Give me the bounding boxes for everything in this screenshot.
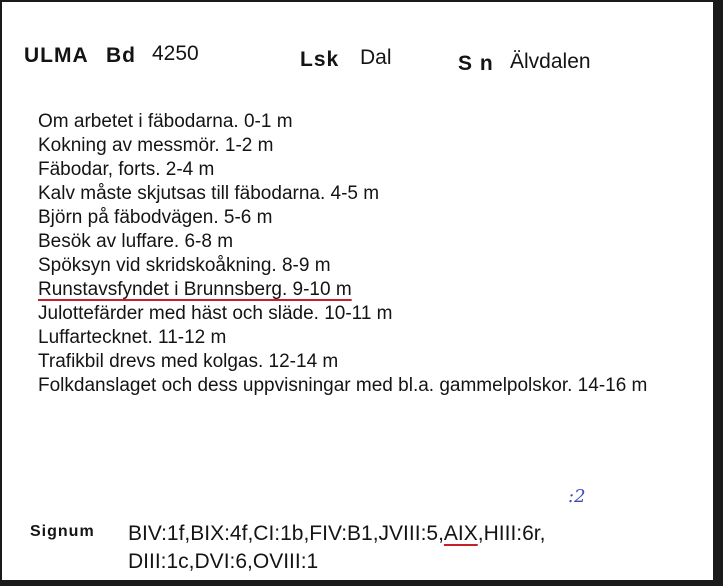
list-item [38, 254, 706, 278]
ulma-label: ULMA [24, 44, 89, 67]
list-item [38, 302, 706, 326]
list-item [38, 182, 706, 206]
list-item [38, 374, 706, 398]
lsk-label: Lsk [300, 48, 340, 71]
handwritten-annotation: :2 [568, 486, 586, 507]
list-item [38, 134, 706, 158]
lsk-value: Dal [360, 46, 392, 69]
signum-label: Signum [30, 523, 95, 540]
signum-codes [128, 520, 708, 576]
bd-number: 4250 [152, 42, 199, 65]
entry-text: Om arbetet i fäbodarna. 0-1 m [38, 111, 293, 132]
entry-text: Spöksyn vid skridskoåkning. 8-9 m [38, 255, 331, 276]
list-item [38, 350, 706, 374]
list-item-underlined [38, 278, 706, 302]
signum-codes-before: BIV:1f,BIX:4f,CI:1b,FIV:B1,JVIII:5, [128, 522, 444, 545]
list-item [38, 326, 706, 350]
list-item [38, 110, 706, 134]
list-item [38, 230, 706, 254]
entry-text: Björn på fäbodvägen. 5-6 m [38, 207, 273, 228]
signum-code-marked: AIX [443, 522, 478, 545]
entry-text: Trafikbil drevs med kolgas. 12-14 m [38, 351, 339, 372]
sn-label: S n [458, 52, 494, 75]
list-item [38, 158, 706, 182]
entry-text: Fäbodar, forts. 2-4 m [38, 159, 215, 180]
list-item [38, 206, 706, 230]
signum-codes-after: ,HIII:6r, DIII:1c,DVI:6,OVIII:1 [128, 522, 546, 573]
entry-text: Kokning av messmör. 1-2 m [38, 135, 274, 156]
entry-text: Luffartecknet. 11-12 m [38, 327, 227, 348]
archive-card [2, 2, 713, 580]
card-header [24, 42, 704, 78]
entry-text: Julottefärder med häst och släde. 10-11 m [38, 303, 393, 324]
sn-value: Älvdalen [510, 50, 591, 73]
bd-label: Bd [106, 44, 136, 67]
content-list [38, 110, 706, 398]
entry-text: Runstavsfyndet i Brunnsberg. 9-10 m [38, 279, 352, 300]
entry-text: Besök av luffare. 6-8 m [38, 231, 234, 252]
entry-text: Folkdanslaget och dess uppvisningar med bl.a. gammelpolskor. 14-16 m [38, 375, 648, 396]
entry-text: Kalv måste skjutsas till fäbodarna. 4-5 m [38, 183, 380, 204]
